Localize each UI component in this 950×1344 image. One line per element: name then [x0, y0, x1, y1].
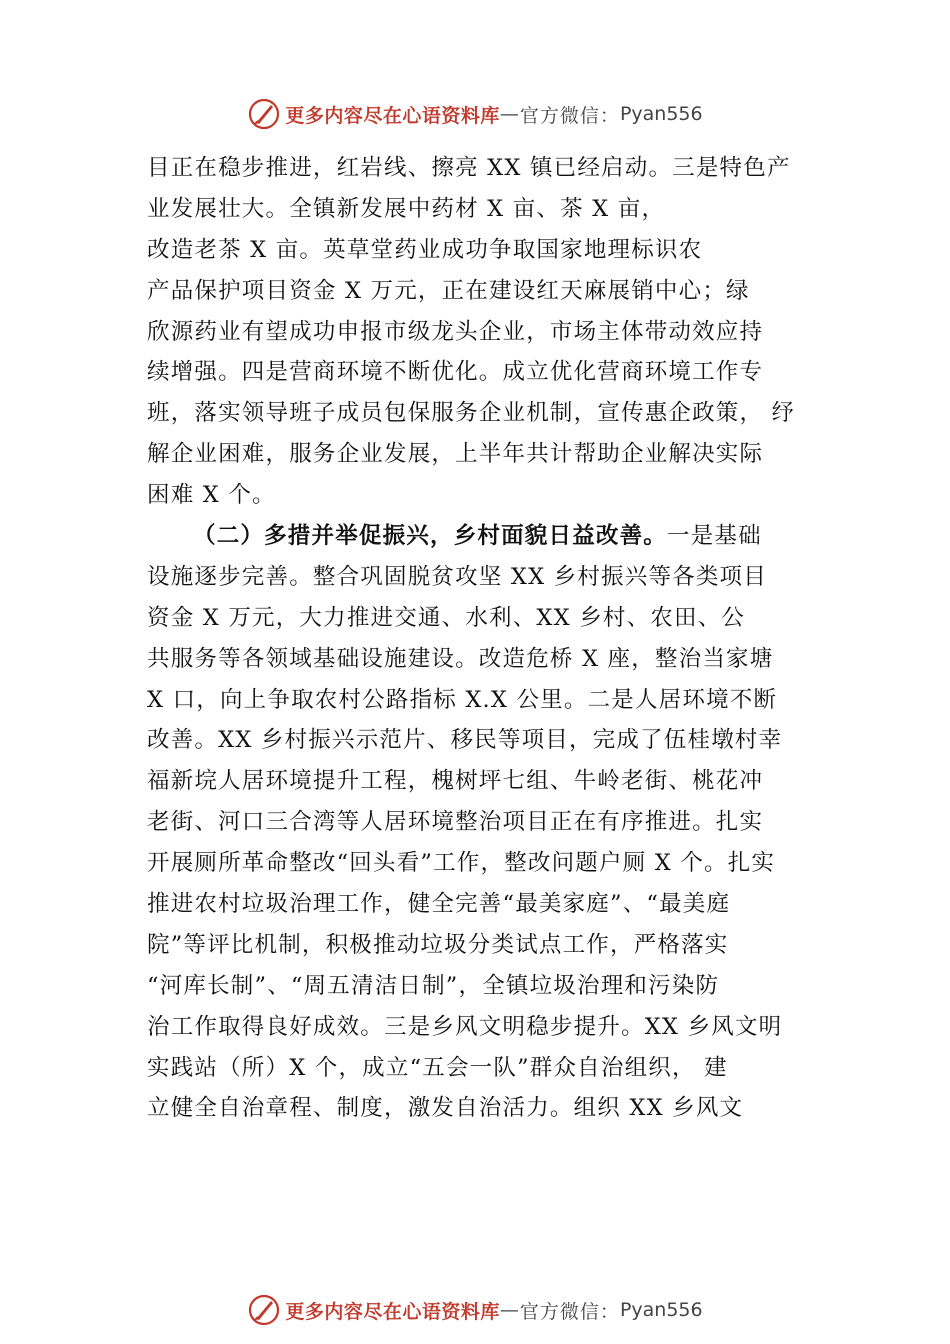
text-line: 设施逐步完善。整合巩固脱贫攻坚 XX 乡村振兴等各类项目 [147, 563, 767, 590]
watermark-dash: — [499, 1299, 520, 1321]
watermark-wechat-label: 官方微信： [519, 1300, 620, 1323]
text-line: 开展厕所革命整改“回头看”工作，整改问题户厕 X 个。扎实 [147, 850, 776, 877]
text-line: 解企业困难，服务企业发展，上半年共计帮助企业解决实际 [147, 441, 764, 468]
text-line: “河库长制”、“周五清洁日制”，全镇垃圾治理和污染防 [147, 972, 720, 999]
text-line: 业发展壮大。全镇新发展中药材 X 亩、茶 X 亩， [147, 195, 666, 222]
text-line: 立健全自治章程、制度，激发自治活力。组织 XX 乡风文 [147, 1095, 744, 1122]
quill-logo-icon [247, 1293, 281, 1327]
text-fragment: 一是基础 [667, 523, 762, 550]
text-line: 改善。XX 乡村振兴示范片、移民等项目，完成了伍桂墩村幸 [147, 727, 783, 754]
watermark-library-text: 更多内容尽在心语资料库 [285, 104, 500, 127]
text-line: 实践站（所）X 个，成立“五会一队”群众自治组织， 建 [147, 1054, 728, 1081]
text-line: 班，落实领导班子成员包保服务企业机制，宣传惠企政策， 纾 [147, 400, 796, 427]
text-line: 推进农村垃圾治理工作，健全完善“最美家庭”、“最美庭 [147, 891, 731, 918]
watermark-library-text: 更多内容尽在心语资料库 [285, 1300, 500, 1323]
header-watermark [0, 94, 950, 134]
text-line: 治工作取得良好成效。三是乡风文明稳步提升。XX 乡风文明 [147, 1013, 783, 1040]
text-line: 资金 X 万元，大力推进交通、水利、XX 乡村、农田、公 [147, 604, 746, 631]
document-body [147, 148, 827, 1129]
footer-watermark [0, 1290, 950, 1330]
text-line: 福新垸人居环境提升工程，槐树坪七组、牛岭老街、桃花冲 [147, 768, 764, 795]
quill-logo-icon [247, 97, 281, 131]
watermark-dash: — [499, 103, 520, 125]
text-line: X 口，向上争取农村公路指标 X.X 公里。二是人居环境不断 [147, 686, 778, 713]
section-heading: （二）多措并举促振兴，乡村面貌日益改善。 [193, 523, 668, 550]
text-line: 欣源药业有望成功申报市级龙头企业，市场主体带动效应持 [147, 318, 764, 345]
text-line: 共服务等各领域基础设施建设。改造危桥 X 座，整治当家塘 [147, 645, 774, 672]
watermark-account: Pyan556 [619, 103, 703, 125]
watermark-account: Pyan556 [619, 1299, 703, 1321]
text-line: 目正在稳步推进，红岩线、擦亮 XX 镇已经启动。三是特色产 [147, 155, 791, 181]
text-line: 产品保护项目资金 X 万元，正在建设红天麻展销中心；绿 [147, 277, 750, 304]
text-line: 改造老茶 X 亩。英草堂药业成功争取国家地理标识农 [147, 236, 703, 263]
paragraph-heading-line [147, 516, 827, 557]
text-line: 老街、河口三合湾等人居环境整治项目正在有序推进。扎实 [147, 809, 764, 836]
text-line: 困难 X 个。 [147, 482, 276, 509]
watermark-wechat-label: 官方微信： [519, 104, 620, 127]
text-line: 续增强。四是营商环境不断优化。成立优化营商环境工作专 [147, 359, 764, 386]
text-line: 院”等评比机制，积极推动垃圾分类试点工作，严格落实 [147, 931, 729, 958]
